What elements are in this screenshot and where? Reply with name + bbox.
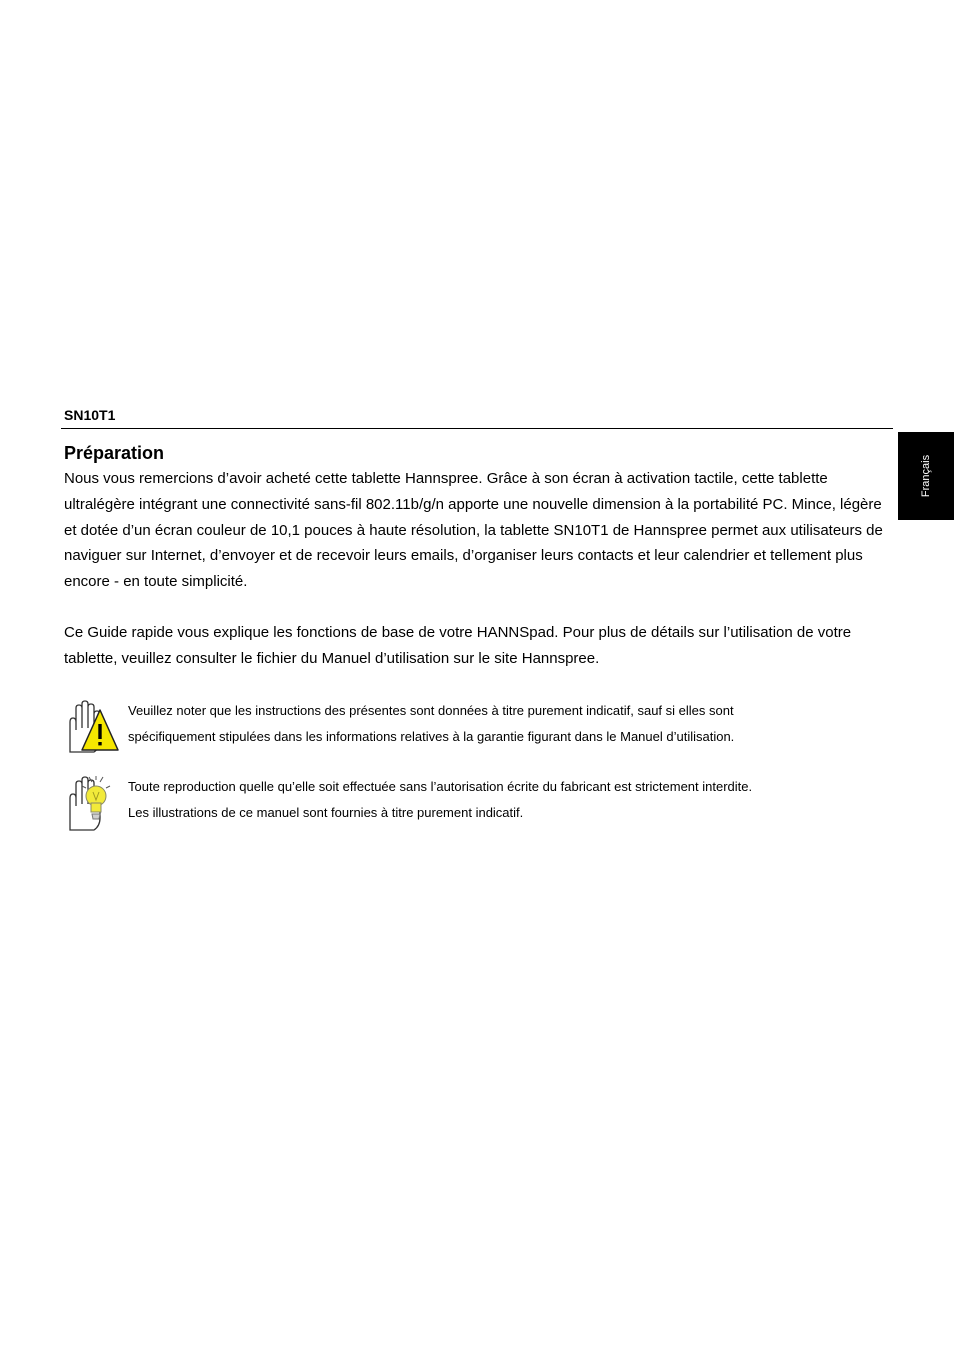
intro-paragraph: Nous vous remercions d’avoir acheté cette tablette Hannspree. Grâce à son écran à activation tactile, cette tablette ultralégère intégrant une connectivité sans-fil 802.11b/g/n apporte une nouvelle dimension à la portabilité PC. Mince, légère et dotée d’un écran couleur de 10,1 pouces à haute résolution, la tablette SN10T1 de Hannspree permet aux utilisateurs de naviguer sur Internet, d’envoyer et de recevoir leurs emails, d’organiser leurs contacts et leur calendrier et tellement plus encore - en toute simplicité. [64, 470, 883, 591]
language-tab [898, 432, 954, 520]
note-warning [60, 698, 860, 758]
note-warning-line-1: Veuillez noter que les instructions des présentes sont données à titre purement indicatif, sauf si elles sont [128, 703, 734, 718]
guide-paragraph: Ce Guide rapide vous explique les fonctions de base de votre HANNSpad. Pour plus de détails sur l’utilisation de votre tablette, veuillez consulter le fichier du Manuel d’utilisation sur le site Hannspree. [64, 624, 852, 667]
note-tip-text [128, 774, 888, 825]
hand-warning-icon [60, 700, 120, 756]
note-warning-text [128, 698, 888, 749]
hand-lightbulb-icon [60, 776, 120, 832]
header-rule [61, 428, 893, 429]
model-name: SN10T1 [64, 407, 116, 423]
note-tip-line-1: Toute reproduction quelle qu’elle soit effectuée sans l’autorisation écrite du fabricant est strictement interdite. [128, 779, 753, 794]
note-tip-line-2: Les illustrations de ce manuel sont fournies à titre purement indicatif. [128, 804, 524, 820]
note-tip [60, 774, 860, 834]
note-warning-line-2: spécifiquement stipulées dans les informations relatives à la garantie figurant dans le Manuel d’utilisation. [128, 728, 735, 744]
section-title: Préparation [64, 443, 165, 463]
language-tab-label: Français [920, 454, 932, 498]
